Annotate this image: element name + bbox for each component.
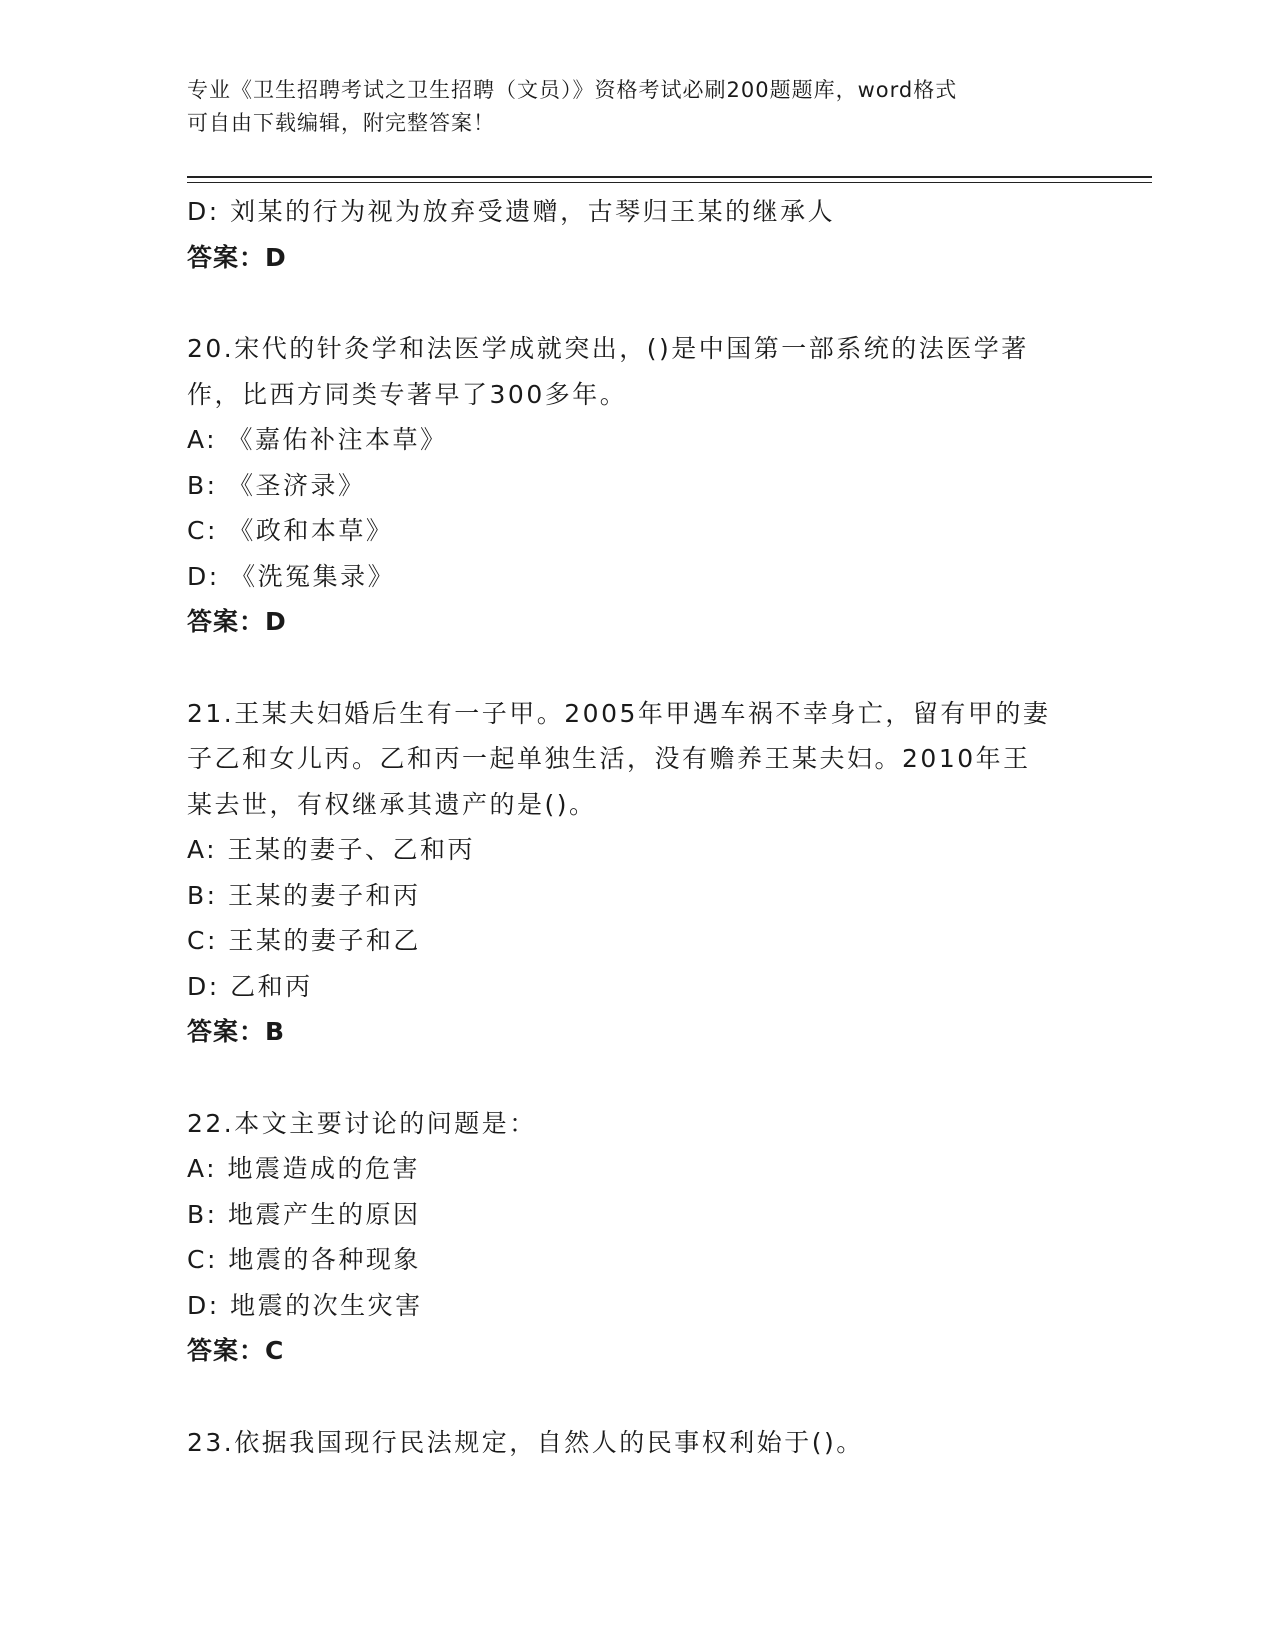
- answer-line: 答案：D: [187, 242, 287, 272]
- header-line-1: 专业《卫生招聘考试之卫生招聘（文员）》资格考试必刷200题题库，word格式: [187, 78, 958, 102]
- option-b: B: 《圣济录》: [187, 470, 366, 500]
- question-20: [187, 326, 1087, 645]
- document-header: [187, 74, 1067, 140]
- option-a: A: 王某的妻子、乙和丙: [187, 835, 476, 864]
- option-d: D: 《洗冤集录》: [187, 561, 396, 591]
- option-c: C: 《政和本草》: [187, 516, 394, 545]
- question-stem: 21.王某夫妇婚后生有一子甲。2005年甲遇车祸不幸身亡，留有甲的妻: [187, 698, 1051, 728]
- spacer: [187, 280, 1087, 326]
- question-list: [187, 189, 1087, 1465]
- question-22: [187, 1101, 1087, 1374]
- question-stem: 20.宋代的针灸学和法医学成就突出，()是中国第一部系统的法医学著: [187, 334, 1029, 363]
- question-23: [187, 1420, 1087, 1466]
- option-c: C: 王某的妻子和乙: [187, 926, 421, 955]
- option-a: A: 地震造成的危害: [187, 1154, 421, 1183]
- option-b: B: 王某的妻子和丙: [187, 880, 421, 910]
- answer-line: 答案：D: [187, 607, 287, 636]
- spacer: [187, 1055, 1087, 1101]
- option-d: D: 刘某的行为视为放弃受遗赠，古琴归王某的继承人: [187, 197, 836, 226]
- answer-line: 答案：C: [187, 1336, 285, 1365]
- option-b: B: 地震产生的原因: [187, 1199, 421, 1229]
- option-c: C: 地震的各种现象: [187, 1245, 421, 1274]
- spacer: [187, 1374, 1087, 1420]
- answer-line: 答案：B: [187, 1017, 286, 1046]
- header-line-2: 可自由下载编辑，附完整答案！: [187, 111, 495, 135]
- question-stem: 22.本文主要讨论的问题是：: [187, 1108, 537, 1138]
- question-21: [187, 691, 1087, 1055]
- header-divider-thick: [187, 176, 1152, 178]
- spacer: [187, 645, 1087, 691]
- option-d: D: 地震的次生灾害: [187, 1290, 423, 1320]
- header-divider-thin: [187, 182, 1152, 183]
- option-a: A: 《嘉佑补注本草》: [187, 425, 448, 454]
- question-stem: 作，比西方同类专著早了300多年。: [187, 379, 628, 409]
- question-stem: 23.依据我国现行民法规定，自然人的民事权利始于()。: [187, 1427, 864, 1457]
- question-stem: 子乙和女儿丙。乙和丙一起单独生活，没有赡养王某夫妇。2010年王: [187, 744, 1031, 773]
- option-d: D: 乙和丙: [187, 971, 313, 1001]
- question-stem: 某去世，有权继承其遗产的是()。: [187, 789, 597, 819]
